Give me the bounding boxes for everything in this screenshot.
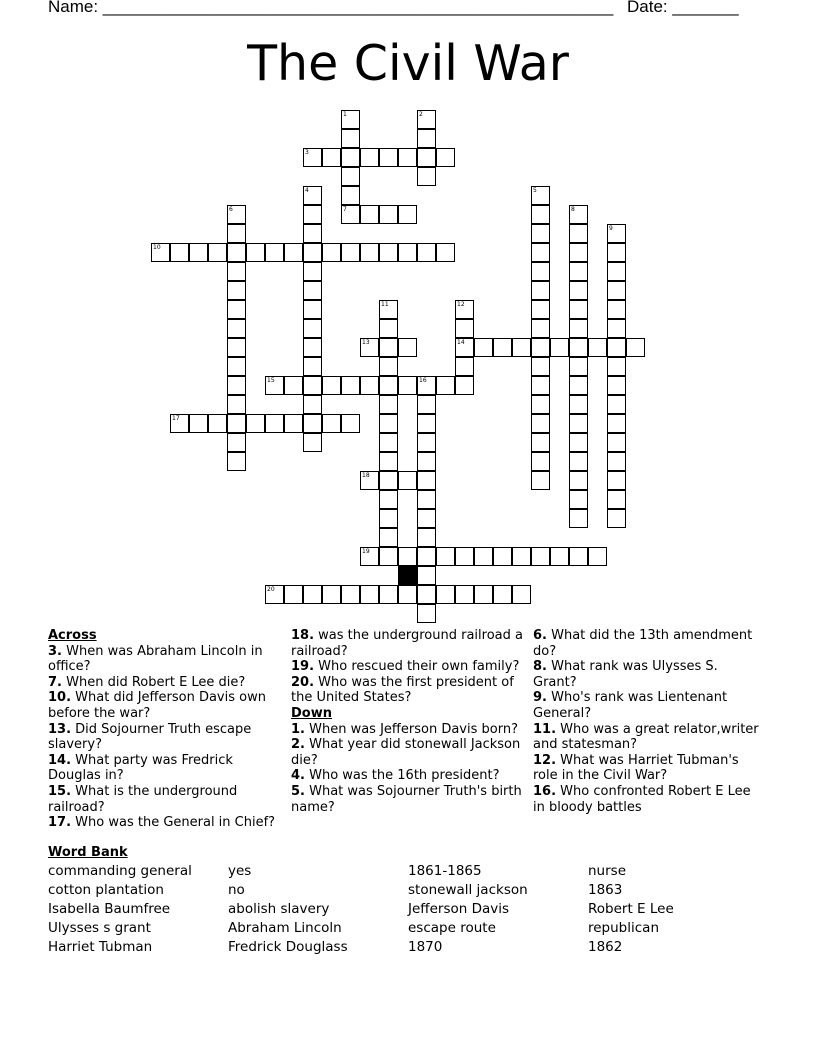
grid-cell[interactable] [379, 395, 398, 414]
clue-across-3: 3. When was Abraham Lincoln in office? [48, 643, 263, 675]
grid-cell[interactable] [303, 433, 322, 452]
grid-cell-number: 15 [267, 377, 275, 384]
grid-cell[interactable] [455, 319, 474, 338]
grid-cell[interactable] [607, 357, 626, 376]
clue-across-10: 10. What did Jefferson Davis own before the war? [48, 690, 266, 721]
grid-cell[interactable] [303, 585, 322, 604]
grid-cell[interactable] [569, 300, 588, 319]
grid-cell[interactable] [189, 243, 208, 262]
grid-cell[interactable] [227, 281, 246, 300]
grid-cell[interactable] [227, 319, 246, 338]
grid-cell[interactable] [379, 414, 398, 433]
grid-cell[interactable] [227, 395, 246, 414]
grid-cell[interactable] [303, 243, 322, 262]
word-bank-column-4 [588, 862, 674, 957]
grid-cell[interactable] [569, 490, 588, 509]
grid-cell[interactable] [512, 338, 531, 357]
grid-cell[interactable] [436, 547, 455, 566]
grid-cell[interactable] [379, 357, 398, 376]
grid-cell[interactable] [569, 243, 588, 262]
grid-cell[interactable] [569, 224, 588, 243]
grid-cell[interactable] [550, 547, 569, 566]
grid-cell-number: 6 [229, 206, 233, 213]
grid-cell[interactable] [398, 148, 417, 167]
grid-cell[interactable] [474, 547, 493, 566]
grid-cell-number: 3 [305, 149, 309, 156]
grid-cell[interactable] [398, 205, 417, 224]
word-bank-column-2 [228, 862, 348, 957]
grid-cell[interactable] [341, 129, 360, 148]
grid-cell[interactable] [569, 281, 588, 300]
grid-cell-number: 10 [153, 244, 161, 251]
grid-cell[interactable] [531, 243, 550, 262]
grid-cell-number: 17 [172, 415, 180, 422]
grid-cell[interactable] [569, 471, 588, 490]
page-title: The Civil War [247, 35, 569, 92]
grid-cell[interactable] [379, 376, 398, 395]
clue-across-17: 17. Who was the General in Chief? [48, 815, 276, 831]
grid-cell[interactable] [227, 357, 246, 376]
grid-cell[interactable] [493, 585, 512, 604]
word-bank-item: republican [588, 920, 660, 936]
grid-cell[interactable] [512, 547, 531, 566]
grid-cell[interactable] [436, 585, 455, 604]
word-bank-item: Harriet Tubman [48, 939, 153, 955]
clues-column-1 [48, 628, 284, 831]
grid-cell[interactable] [303, 186, 322, 205]
grid-cell[interactable] [569, 509, 588, 528]
word-bank-item: abolish slavery [228, 901, 330, 917]
grid-cell[interactable] [569, 357, 588, 376]
grid-cell[interactable] [341, 205, 360, 224]
grid-cell[interactable] [322, 148, 341, 167]
word-bank-column-1 [48, 862, 192, 957]
grid-cell-number: 14 [457, 339, 465, 346]
grid-cell[interactable] [227, 300, 246, 319]
grid-cell[interactable] [531, 376, 550, 395]
grid-cell[interactable] [417, 547, 436, 566]
word-bank-item: nurse [588, 863, 627, 879]
across-heading: Across [48, 628, 97, 643]
word-bank-item: 1862 [588, 939, 623, 955]
grid-cell[interactable] [607, 452, 626, 471]
grid-cell[interactable] [379, 490, 398, 509]
grid-cell[interactable] [607, 262, 626, 281]
word-bank-item: Abraham Lincoln [228, 920, 342, 936]
grid-cell[interactable] [303, 224, 322, 243]
grid-cell[interactable] [569, 338, 588, 357]
grid-cell[interactable] [417, 585, 436, 604]
grid-cell[interactable] [436, 376, 455, 395]
grid-cell[interactable] [170, 243, 189, 262]
grid-cell[interactable] [246, 243, 265, 262]
grid-cell[interactable] [531, 281, 550, 300]
grid-cell[interactable] [417, 471, 436, 490]
grid-cell[interactable] [607, 319, 626, 338]
grid-cell[interactable] [227, 262, 246, 281]
clue-across-19: 19. Who rescued their own family? [291, 659, 520, 675]
clue-down-2: 2. What year did stonewall Jackson die? [291, 737, 521, 768]
grid-cell[interactable] [303, 205, 322, 224]
grid-cell[interactable] [379, 452, 398, 471]
grid-cell[interactable] [607, 338, 626, 357]
grid-cell[interactable] [303, 376, 322, 395]
grid-cell[interactable] [341, 148, 360, 167]
grid-cell[interactable] [531, 319, 550, 338]
grid-cell[interactable] [493, 547, 512, 566]
grid-cell-number: 7 [343, 206, 347, 213]
grid-cell[interactable] [360, 471, 379, 490]
clue-down-16: 16. Who confronted Robert E Lee in bloody battles [533, 783, 751, 815]
grid-cell-blocked [398, 566, 417, 585]
clue-down-11: 11. Who was a great relator,writer and statesman? [533, 721, 759, 753]
grid-cell-number: 19 [362, 548, 370, 555]
grid-cell[interactable] [227, 243, 246, 262]
grid-cell[interactable] [607, 224, 626, 243]
grid-cell[interactable] [379, 509, 398, 528]
grid-cell[interactable] [303, 357, 322, 376]
grid-cell[interactable] [360, 148, 379, 167]
grid-cell[interactable] [265, 376, 284, 395]
grid-cell[interactable] [151, 243, 170, 262]
grid-cell[interactable] [341, 167, 360, 186]
grid-cell[interactable] [246, 414, 265, 433]
grid-cell[interactable] [398, 471, 417, 490]
grid-cell[interactable] [284, 414, 303, 433]
grid-cell[interactable] [417, 110, 436, 129]
grid-cell[interactable] [531, 224, 550, 243]
grid-cell[interactable] [322, 414, 341, 433]
clues-column-3 [533, 628, 765, 815]
clue-down-6: 6. What did the 13th amendment do? [533, 628, 753, 659]
grid-cell-number: 11 [381, 301, 389, 308]
grid-cell[interactable] [569, 452, 588, 471]
clue-across-18: 18. was the underground railroad a railroad? [291, 628, 523, 659]
grid-cell[interactable] [398, 547, 417, 566]
down-heading: Down [291, 705, 332, 721]
grid-cell[interactable] [436, 243, 455, 262]
grid-cell-number: 1 [343, 111, 347, 118]
grid-cell[interactable] [379, 300, 398, 319]
grid-cell[interactable] [569, 395, 588, 414]
grid-cell[interactable] [455, 585, 474, 604]
clues-column-2 [291, 628, 527, 815]
grid-cell[interactable] [379, 528, 398, 547]
grid-cell[interactable] [379, 338, 398, 357]
grid-cell[interactable] [607, 376, 626, 395]
word-bank-item: yes [228, 863, 252, 879]
grid-cell[interactable] [531, 433, 550, 452]
grid-cell[interactable] [227, 376, 246, 395]
grid-cell[interactable] [474, 585, 493, 604]
grid-cell[interactable] [360, 585, 379, 604]
grid-cell[interactable] [550, 338, 569, 357]
grid-cell[interactable] [322, 585, 341, 604]
grid-cell[interactable] [227, 414, 246, 433]
grid-cell[interactable] [531, 205, 550, 224]
grid-cell[interactable] [569, 376, 588, 395]
word-bank-item: Ulysses s grant [48, 920, 151, 936]
grid-cell[interactable] [303, 395, 322, 414]
word-bank-item: Isabella Baumfree [48, 901, 171, 917]
grid-cell[interactable] [208, 414, 227, 433]
grid-cell[interactable] [512, 585, 531, 604]
grid-cell[interactable] [531, 300, 550, 319]
grid-cell-number: 5 [533, 187, 537, 194]
word-bank-heading: Word Bank [48, 845, 128, 860]
grid-cell[interactable] [607, 300, 626, 319]
grid-cell[interactable] [360, 376, 379, 395]
grid-cell[interactable] [417, 490, 436, 509]
grid-cell[interactable] [455, 357, 474, 376]
grid-cell-number: 18 [362, 472, 370, 479]
word-bank-item: commanding general [48, 863, 192, 879]
clue-across-14: 14. What party was Fredrick Douglas in? [48, 752, 233, 784]
date-field-label: Date: _______ [627, 0, 739, 16]
grid-cell-number: 8 [571, 206, 575, 213]
grid-cell[interactable] [379, 205, 398, 224]
grid-cell-number: 12 [457, 301, 465, 308]
grid-cell[interactable] [531, 338, 550, 357]
grid-cell[interactable] [417, 414, 436, 433]
grid-cell[interactable] [417, 452, 436, 471]
grid-cell[interactable] [265, 243, 284, 262]
grid-cell[interactable] [379, 547, 398, 566]
grid-cell[interactable] [417, 509, 436, 528]
grid-cell-number: 4 [305, 187, 309, 194]
clue-down-8: 8. What rank was Ulysses S. Grant? [533, 659, 718, 690]
grid-cell[interactable] [417, 129, 436, 148]
grid-cell[interactable] [531, 186, 550, 205]
grid-cell[interactable] [607, 414, 626, 433]
clue-across-20: 20. Who was the first president of the United States? [291, 674, 514, 706]
clue-down-1: 1. When was Jefferson Davis born? [291, 721, 518, 737]
grid-cell[interactable] [379, 585, 398, 604]
grid-cell[interactable] [474, 338, 493, 357]
grid-cell[interactable] [379, 243, 398, 262]
grid-cell[interactable] [303, 300, 322, 319]
clue-down-12: 12. What was Harriet Tubman's role in the Civil War? [533, 752, 739, 784]
word-bank-column-3 [408, 862, 528, 957]
grid-cell[interactable] [531, 547, 550, 566]
grid-cell[interactable] [417, 528, 436, 547]
grid-cell[interactable] [417, 243, 436, 262]
grid-cell[interactable] [417, 167, 436, 186]
grid-cell[interactable] [417, 566, 436, 585]
grid-cell[interactable] [360, 243, 379, 262]
grid-cell[interactable] [455, 376, 474, 395]
word-bank-item: no [228, 882, 245, 898]
grid-cell[interactable] [531, 452, 550, 471]
grid-cell[interactable] [417, 604, 436, 623]
name-field-label: Name: ______________________________________________________ [48, 0, 614, 16]
grid-cell[interactable] [607, 395, 626, 414]
grid-cell[interactable] [531, 262, 550, 281]
word-bank-item: Robert E Lee [588, 901, 674, 917]
grid-cell[interactable] [189, 414, 208, 433]
grid-cell[interactable] [227, 433, 246, 452]
clue-across-7: 7. When did Robert E Lee die? [48, 674, 246, 690]
grid-cell[interactable] [417, 376, 436, 395]
grid-cell[interactable] [626, 338, 645, 357]
grid-cell[interactable] [607, 490, 626, 509]
grid-cell-number: 20 [267, 586, 275, 593]
grid-cell[interactable] [303, 319, 322, 338]
clue-down-9: 9. Who's rank was Lientenant General? [533, 690, 728, 721]
grid-cell[interactable] [455, 300, 474, 319]
grid-cell[interactable] [607, 509, 626, 528]
grid-cell[interactable] [303, 338, 322, 357]
grid-cell[interactable] [284, 243, 303, 262]
grid-cell[interactable] [360, 547, 379, 566]
grid-cell[interactable] [398, 376, 417, 395]
grid-cell[interactable] [569, 433, 588, 452]
grid-cell[interactable] [360, 338, 379, 357]
word-bank-item: stonewall jackson [408, 882, 528, 898]
clue-across-15: 15. What is the underground railroad? [48, 783, 238, 815]
word-bank-item: escape route [408, 920, 496, 936]
grid-cell[interactable] [284, 376, 303, 395]
word-bank-item: 1861-1865 [408, 863, 482, 879]
word-bank-item: Fredrick Douglass [228, 939, 348, 955]
grid-cell[interactable] [265, 585, 284, 604]
grid-cell-number: 9 [609, 225, 613, 232]
grid-cell[interactable] [436, 148, 455, 167]
grid-cell[interactable] [588, 547, 607, 566]
grid-cell[interactable] [588, 338, 607, 357]
grid-cell[interactable] [607, 433, 626, 452]
word-bank-item: 1863 [588, 882, 623, 898]
grid-cell[interactable] [455, 547, 474, 566]
grid-cell-number: 13 [362, 339, 370, 346]
grid-cell[interactable] [360, 205, 379, 224]
grid-cell[interactable] [322, 376, 341, 395]
grid-cell[interactable] [569, 414, 588, 433]
grid-cell[interactable] [170, 414, 189, 433]
grid-cell-number: 2 [419, 111, 423, 118]
grid-cell[interactable] [569, 547, 588, 566]
grid-cell[interactable] [493, 338, 512, 357]
grid-cell[interactable] [379, 319, 398, 338]
grid-cell[interactable] [303, 262, 322, 281]
grid-cell[interactable] [303, 148, 322, 167]
grid-cell[interactable] [227, 452, 246, 471]
grid-cell[interactable] [379, 433, 398, 452]
grid-cell[interactable] [531, 395, 550, 414]
grid-cell[interactable] [303, 414, 322, 433]
grid-cell[interactable] [398, 338, 417, 357]
grid-cell[interactable] [341, 243, 360, 262]
grid-cell[interactable] [531, 414, 550, 433]
grid-cell[interactable] [341, 376, 360, 395]
grid-cell[interactable] [531, 357, 550, 376]
clue-down-4: 4. Who was the 16th president? [291, 768, 500, 784]
grid-cell[interactable] [417, 433, 436, 452]
grid-cell[interactable] [227, 224, 246, 243]
grid-cell[interactable] [569, 262, 588, 281]
grid-cell[interactable] [379, 148, 398, 167]
grid-cell[interactable] [569, 205, 588, 224]
grid-cell[interactable] [607, 243, 626, 262]
grid-cell[interactable] [398, 585, 417, 604]
grid-cell[interactable] [569, 319, 588, 338]
grid-cell[interactable] [284, 585, 303, 604]
grid-cell[interactable] [322, 243, 341, 262]
grid-cell[interactable] [227, 338, 246, 357]
grid-cell[interactable] [379, 471, 398, 490]
grid-cell[interactable] [341, 585, 360, 604]
grid-cell[interactable] [341, 110, 360, 129]
grid-cell[interactable] [341, 186, 360, 205]
word-bank-item: cotton plantation [48, 882, 164, 898]
word-bank-item: 1870 [408, 939, 443, 955]
grid-cell[interactable] [417, 395, 436, 414]
grid-cell[interactable] [531, 471, 550, 490]
grid-cell-number: 16 [419, 377, 427, 384]
grid-cell[interactable] [455, 338, 474, 357]
grid-cell[interactable] [607, 281, 626, 300]
grid-cell[interactable] [303, 281, 322, 300]
grid-cell[interactable] [265, 414, 284, 433]
grid-cell[interactable] [398, 243, 417, 262]
clue-down-5: 5. What was Sojourner Truth's birth name? [291, 783, 522, 815]
grid-cell[interactable] [208, 243, 227, 262]
word-bank-item: Jefferson Davis [408, 901, 510, 917]
grid-cell[interactable] [607, 471, 626, 490]
grid-cell[interactable] [341, 414, 360, 433]
clue-across-13: 13. Did Sojourner Truth escape slavery? [48, 721, 252, 753]
grid-cell[interactable] [417, 148, 436, 167]
grid-cell[interactable] [227, 205, 246, 224]
